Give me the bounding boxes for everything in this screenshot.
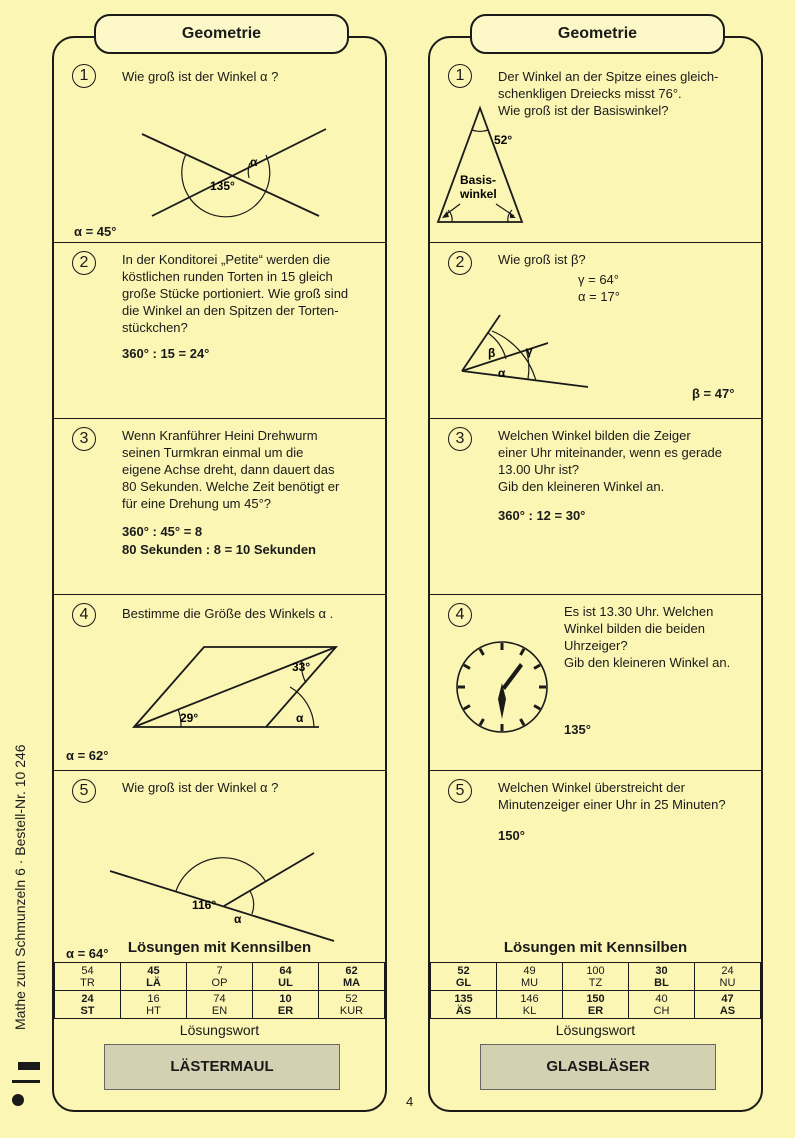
clock-tick (464, 665, 470, 669)
task-5 (430, 770, 761, 936)
task-question: Wie groß ist der Winkel α ? (122, 69, 279, 84)
clock-tick (480, 719, 484, 725)
task-1 (430, 56, 761, 242)
solution-cell: 100 TZ (563, 963, 629, 991)
solution-word-label: Lösungswort (555, 1022, 636, 1038)
publisher-logo-icon (8, 1060, 42, 1112)
solution-cell: 146 KL (497, 991, 563, 1019)
task-answer: α = 62° (66, 748, 109, 763)
clock-tick (534, 706, 540, 710)
isosceles-triangle-figure (430, 56, 761, 242)
given-values: γ = 64° α = 17° (578, 272, 620, 304)
task-number: 5 (72, 779, 96, 803)
task-number: 4 (72, 603, 96, 627)
task-answer: 360° : 15 = 24° (122, 346, 210, 361)
task-number: 1 (72, 64, 96, 88)
task-question: Es ist 13.30 Uhr. Welchen Winkel bilden die beiden Uhrzeiger? Gib den kleineren Winkel an. (564, 604, 731, 670)
task-answer: α = 45° (74, 224, 117, 239)
task-answer: β = 47° (692, 386, 735, 401)
task-1 (54, 56, 385, 242)
solutions-row (431, 991, 761, 1019)
solution-cell: 10 ER (253, 991, 319, 1019)
task-question: Wie groß ist der Winkel α ? (122, 780, 279, 795)
solutions-title: Lösungen mit Kennsilben (503, 939, 688, 956)
solution-cell: 24 NU (695, 963, 761, 991)
clock-tick (521, 719, 525, 725)
task-number: 3 (448, 427, 472, 451)
task-answer: 150° (498, 828, 525, 843)
task-3 (54, 418, 385, 594)
task-number: 5 (448, 779, 472, 803)
solutions-table (430, 962, 761, 1019)
task-4 (54, 594, 385, 770)
solution-cell: 7 OP (187, 963, 253, 991)
solution-cell: 54 TR (55, 963, 121, 991)
intersecting-lines-figure (54, 56, 385, 242)
page-number: 4 (406, 1094, 414, 1109)
task-2 (54, 242, 385, 418)
task-question: Der Winkel an der Spitze eines gleich- schenkligen Dreiecks misst 76°. Wie groß ist der Basiswinkel? (498, 69, 719, 118)
solution-cell: 40 CH (629, 991, 695, 1019)
angle-33-label: 33° (292, 660, 311, 674)
clock-tick (521, 649, 525, 655)
gamma-label: γ (526, 344, 533, 358)
right-worksheet-card (428, 25, 763, 1112)
task-4 (430, 594, 761, 770)
task-question: Bestimme die Größe des Winkels α . (122, 606, 334, 621)
task-answer: 135° (564, 722, 591, 737)
alpha-label: α (296, 711, 304, 725)
task-number: 1 (448, 64, 472, 88)
angle-116-label: 116° (192, 898, 217, 912)
left-worksheet-card (52, 25, 387, 1112)
task-number: 2 (72, 251, 96, 275)
solutions-title: Lösungen mit Kennsilben (127, 939, 312, 956)
clock-tick (464, 706, 470, 710)
solution-word-box: GLASBLÄSER (480, 1044, 716, 1090)
task-question: Wie groß ist β? (498, 252, 586, 267)
task-question: Welchen Winkel überstreicht der Minutenzeiger einer Uhr in 25 Minuten? (498, 780, 726, 812)
basis-label-1: Basis- (460, 173, 497, 187)
solution-cell: 47 AS (695, 991, 761, 1019)
angle-on-line-figure (54, 771, 385, 937)
alpha-label: α (250, 155, 258, 169)
task-answer: α = 64° (66, 946, 109, 961)
solutions-row (55, 991, 385, 1019)
top-angle-label: 52° (494, 133, 513, 147)
angle-29-label: 29° (180, 711, 199, 725)
solution-cell: 45 LÄ (121, 963, 187, 991)
series-order-number: Mathe zum Schmunzeln 6 · Bestell-Nr. 10 246 (12, 744, 28, 1030)
card-title: Geometrie (94, 14, 349, 54)
task-question: Wenn Kranführer Heini Drehwurm seinen Turmkran einmal um die eigene Achse dreht, dann dauert das 80 Sekunden. Welche Zeit benötigt er für eine Drehung um 45°? (122, 428, 340, 511)
clock-figure (430, 595, 761, 771)
solution-cell: 16 HT (121, 991, 187, 1019)
solution-cell: 49 MU (497, 963, 563, 991)
task-number: 4 (448, 603, 472, 627)
solution-cell: 150 ER (563, 991, 629, 1019)
clock-tick (534, 665, 540, 669)
solution-cell: 62 MA (319, 963, 385, 991)
parallelogram-figure (54, 595, 385, 771)
solution-cell: 30 BL (629, 963, 695, 991)
solution-cell: 24 ST (55, 991, 121, 1019)
alpha-label: α (498, 366, 506, 380)
alpha-label: α (234, 912, 242, 926)
card-title: Geometrie (470, 14, 725, 54)
solutions-row (431, 963, 761, 991)
solution-cell: 74 EN (187, 991, 253, 1019)
solutions-row (55, 963, 385, 991)
task-number: 3 (72, 427, 96, 451)
solution-cell: 64 UL (253, 963, 319, 991)
task-question: Welchen Winkel bilden die Zeiger einer Uhr miteinander, wenn es gerade 13.00 Uhr ist? Gib den kleineren Winkel an. (498, 428, 723, 494)
solutions-table (54, 962, 385, 1019)
basis-label-2: winkel (460, 187, 497, 201)
solution-cell: 135 ÄS (431, 991, 497, 1019)
solution-word-label: Lösungswort (179, 1022, 260, 1038)
solution-word-box: LÄSTERMAUL (104, 1044, 340, 1090)
angle-135-label: 135° (210, 179, 235, 193)
beta-label: β (488, 346, 496, 360)
task-question: In der Konditorei „Petite“ werden die köstlichen runden Torten in 15 gleich große Stücke portioniert. Wie groß sind die Winkel an den Spitzen der Torten- stückchen? (122, 252, 349, 335)
task-answer: 360° : 12 = 30° (498, 508, 586, 523)
task-2 (430, 242, 761, 418)
clock-tick (480, 649, 484, 655)
solution-cell: 52 GL (431, 963, 497, 991)
solution-cell: 52 KUR (319, 991, 385, 1019)
task-3 (430, 418, 761, 594)
task-answer: 360° : 45° = 8 80 Sekunden : 8 = 10 Sekunden (122, 524, 316, 557)
task-number: 2 (448, 251, 472, 275)
